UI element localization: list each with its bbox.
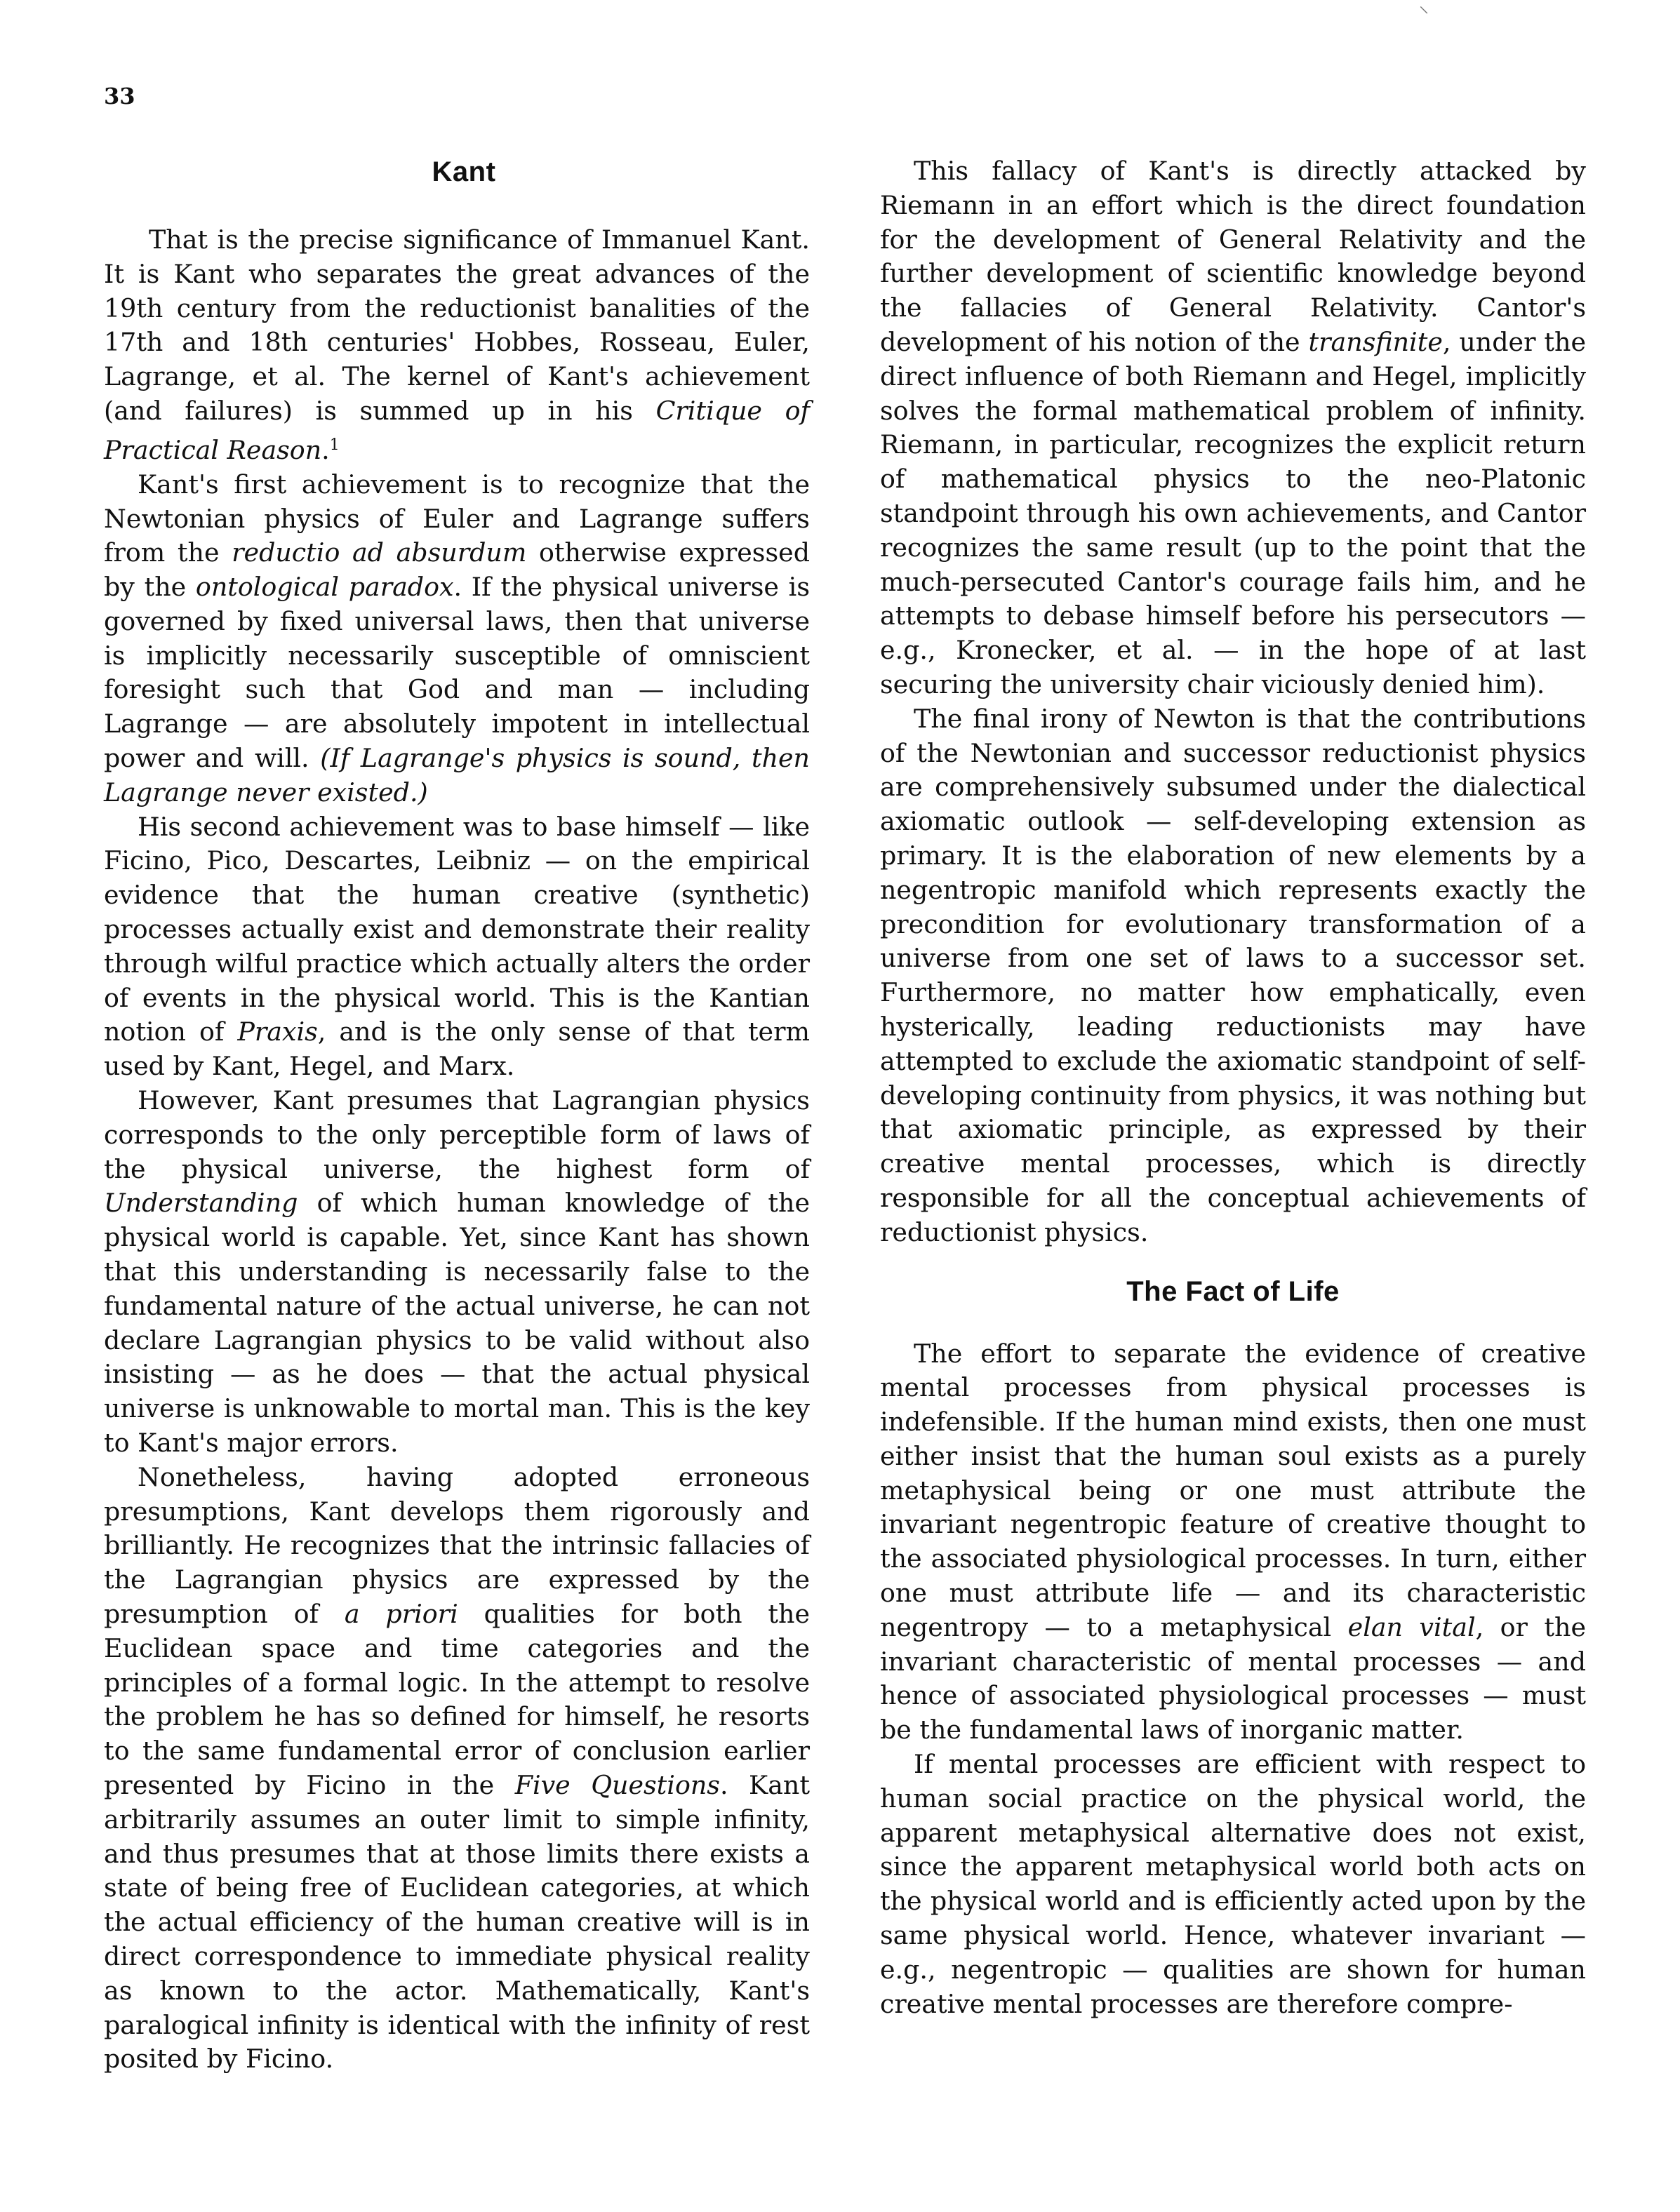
paragraph: His second achievement was to base himself — like Ficino, Pico, Descartes, Leibniz — on the empirical evidence that the human creative (synthetic) processes actually exist and demonstrate their reality through wilful practice which actually alters the order of events in the physical world. This is the Kantian notion of Praxis, and is the only sense of that term used by Kant, Hegel, and Marx. [104,811,811,1082]
paragraph: The effort to separate the evidence of creative mental processes from physical processes is indefensible. If the human mind exists, then one must either insist that the human soul exists as a purely metaphysical being or one must attribute the invariant negentropic feature of creative thought to the associated physiological processes. In turn, either one must attribute life — and its characteristic negentropy — to a metaphysical elan vital, or the invariant characteristic of mental processes — and hence of associated physiological processes — must be the fundamental laws of inorganic matter. [880,1338,1586,1745]
paragraph: However, Kant presumes that Lagrangian physics corresponds to the only perceptible form of laws of the physical universe, the highest form of Understanding of which human knowledge of the physical world is capable. Yet, since Kant has shown that this understanding is necessarily false to the fundamental nature of the actual universe, he can not declare Lagrangian physics to be valid without also insisting — as he does — that the actual physical universe is unknowable to mortal man. This is the key to Kant's major errors. [104,1085,810,1459]
paragraph: The final irony of Newton is that the contributions of the Newtonian and successor reductionist physics are comprehensively subsumed under the dialectical axiomatic outlook — self-developing extension as primary. It is the elaboration of new elements by a negentropic manifold which represents exactly the precondition for evolutionary transformation of a universe from one set of laws to a successor set. Furthermore, no matter how emphatically, even hysterically, leading reductionists may have attempted to exclude the axiomatic standpoint of self-developing continuity from physics, it was nothing but that axiomatic principle, as expressed by their creative mental processes, which is directly responsible for all the conceptual achievements of reductionist physics. [880,703,1586,1247]
paragraph: Nonetheless, having adopted erroneous presumptions, Kant develops them rigorously and brilliantly. He recognizes that the intrinsic fallacies of the Lagrangian physics are expressed by the presumption of a priori qualities for both the Euclidean space and time categories and the principles of a formal logic. In the attempt to resolve the problem he has so defined for himself, he resorts to the same fundamental error of conclusion earlier presented by Ficino in the Five Questions. Kant arbitrarily assumes an outer limit to simple infinity, and thus presumes that at those limits there exists a state of being free of Euclidean categories, at which the actual efficiency of the human creative will is in direct correspondence to immediate physical reality as known to the actor. Mathematically, Kant's paralogical infinity is identical with the infinity of rest posited by Ficino. [104,1461,810,2074]
section-heading-fact-of-life: The Fact of Life [1126,1275,1340,1307]
footnote-marker: 1 [329,436,340,454]
paragraph: If mental processes are efficient with respect to human social practice on the physical world, the apparent metaphysical alternative does not exist, since the apparent metaphysical world both acts on the physical world and is efficiently acted upon by the same physical world. Hence, whatever invariant — e.g., negentropic — qualities are shown for human creative mental processes are therefore compre- [880,1749,1586,2019]
paragraph: This fallacy of Kant's is directly attacked by Riemann in an effort which is the direct foundation for the development of General Relativity and the further development of scientific knowledge beyond the fallacies of General Relativity. Cantor's development of his notion of the transfinite, under the direct influence of both Riemann and Hegel, implicitly solves the formal mathematical problem of infinity. Riemann, in particular, recognizes the explicit return of mathematical physics to the neo-Platonic standpoint through his own achievements, and Cantor recognizes the same result (up to the point that the much-persecuted Cantor's courage fails him, and he attempts to debase himself before his persecutors — e.g., Kronecker, et al. — in the hope of at last securing the university chair viciously denied him). [880,156,1586,699]
scan-mark-top: ⸌ [1419,2,1429,25]
paragraph: Kant's first achievement is to recognize that the Newtonian physics of Euler and Lagrange suffers from the reductio ad absurdum otherwise expressed by the ontological paradox. If the physical universe is governed by fixed universal laws, then that universe is implicitly necessarily susceptible of omniscient foresight such that God and man — including Lagrange — are absolutely impotent in intellectual power and will. (If Lagrange's physics is sound, then Lagrange never existed.) [104,469,810,807]
page-number: 33 [104,83,135,109]
paragraph: That is the precise significance of Immanuel Kant. It is Kant who separates the great advances of the 19th century from the reductionist banalities of the 17th and 18th centuries' Hobbes, Rosseau, Euler, Lagrange, et al. The kernel of Kant's achievement (and failures) is summed up in his Critique of Practical Reason.$^1$ [104,224,810,465]
section-heading-kant: Kant [432,156,496,187]
left-column [104,154,810,2077]
right-column [880,154,1586,2021]
